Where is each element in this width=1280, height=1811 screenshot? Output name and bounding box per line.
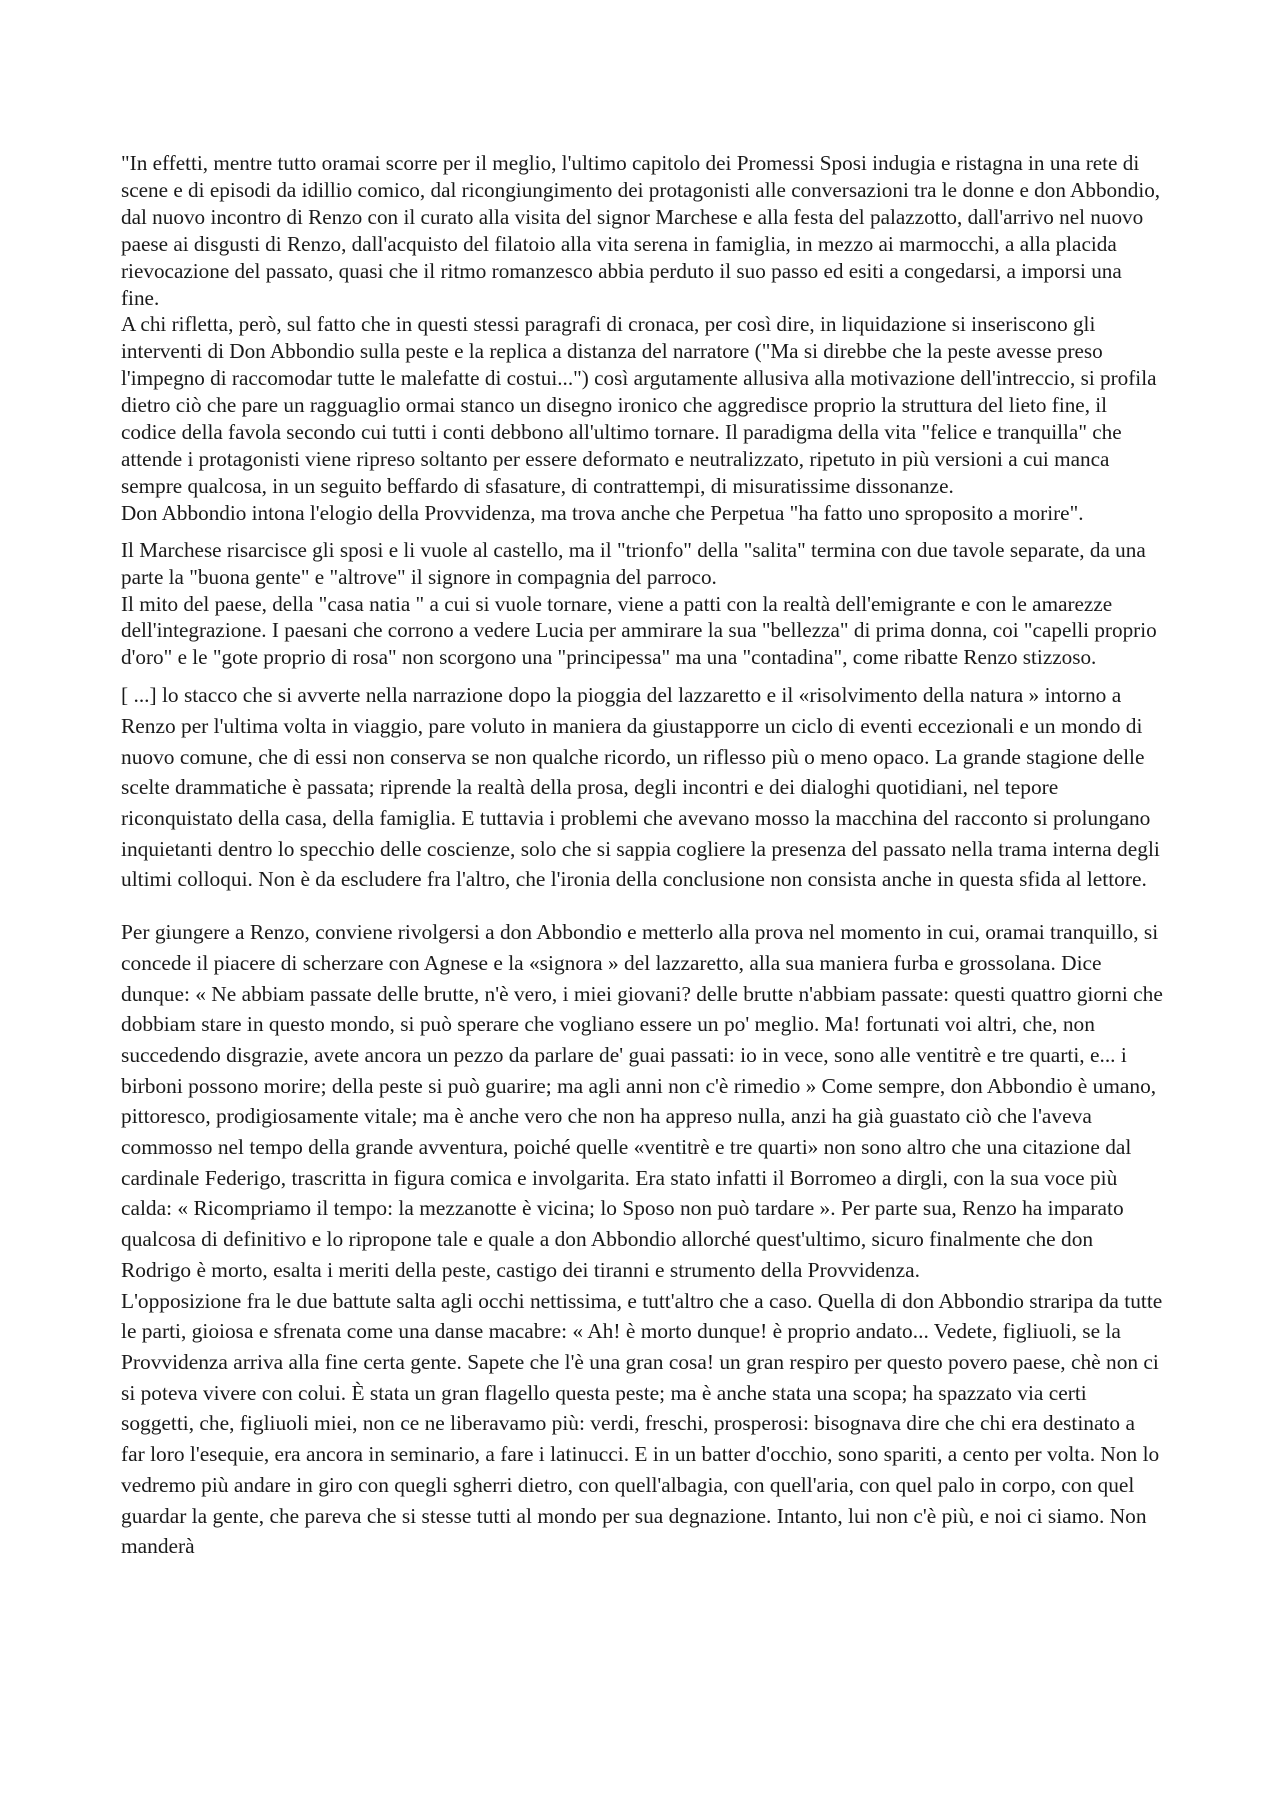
paragraph: Per giungere a Renzo, conviene rivolgersi a don Abbondio e metterlo alla prova nel momento in cui, oramai tranquillo, si concede il piacere di scherzare con Agnese e la «signora » del lazzaretto, alla sua maniera furba e grossolana. Dice dunque: « Ne abbiam passate delle brutte, n'è vero, i miei giovani? delle brutte n'abbiam passate: questi quattro giorni che dobbiam stare in questo mondo, si può sperare che vogliano essere un po' meglio. Ma! fortunati voi altri, che, non succedendo disgrazie, avete ancora un pezzo da parlare de' guai passati: io in vece, sono alle ventitrè e tre quarti, e... i birboni possono morire; della peste si può guarire; ma agli anni non c'è rimedio » Come sempre, don Abbondio è umano, pittoresco, prodigiosamente vitale; ma è anche vero che non ha appreso nulla, anzi ha già guastato ciò che l'aveva commosso nel tempo della grande avventura, poiché quelle «ventitrè e tre quarti» non sono altro che una citazione dal cardinale Federigo, trascritta in figura comica e involgarita. Era stato infatti il Borromeo a dirgli, con la sua voce più calda: « Ricompriamo il tempo: la mezzanotte è vicina; lo Sposo non può tardare ». Per parte sua, Renzo ha imparato qualcosa di definitivo e lo ripropone tale e quale a don Abbondio allorché quest'ultimo, sicuro finalmente che don Rodrigo è morto, esalta i meriti della peste, castigo dei tiranni e strumento della Provvidenza. — [121, 920, 1163, 1282]
document-page — [121, 150, 1163, 1562]
paragraph: [ ...] lo stacco che si avverte nella narrazione dopo la pioggia del lazzaretto e il «risolvimento della natura » intorno a Renzo per l'ultima volta in viaggio, pare voluto in maniera da giustapporre un ciclo di eventi eccezionali e un mondo di nuovo comune, che di essi non conserva se non qualche ricordo, un riflesso più o meno opaco. La grande stagione delle scelte drammatiche è passata; riprende la realtà della prosa, degli incontri e dei dialoghi quotidiani, nel tepore riconquistato della casa, della famiglia. E tuttavia i problemi che avevano mosso la macchina del racconto si prolungano inquietanti dentro lo specchio delle coscienze, solo che si sappia cogliere la presenza del passato nella trama interna degli ultimi colloqui. Non è da escludere fra l'altro, che l'ironia della conclusione non consista anche in questa sfida al lettore. — [121, 683, 1160, 892]
essay-excerpt-block — [121, 150, 1163, 671]
paragraph: "In effetti, mentre tutto oramai scorre per il meglio, l'ultimo capitolo dei Promessi Sposi indugia e ristagna in una rete di scene e di episodi da idillio comico, dal ricongiungimento dei protagonisti alle conversazioni tra le donne e don Abbondio, dal nuovo incontro di Renzo con il curato alla visita del signor Marchese e alla festa del palazzotto, dall'arrivo nel nuovo paese ai disgusti di Renzo, dall'acquisto del filatoio alla vita serena in famiglia, in mezzo ai marmocchi, a alla placida rievocazione del passato, quasi che il ritmo romanzesco abbia perduto il suo passo ed esiti a congedarsi, a imporsi una fine. — [121, 151, 1161, 310]
paragraph: Il Marchese risarcisce gli sposi e li vuole al castello, ma il "trionfo" della "salita" termina con due tavole separate, da una parte la "buona gente" e "altrove" il signore in compagnia del parroco. — [121, 537, 1146, 589]
commentary-block — [121, 680, 1163, 1562]
paragraph: Il mito del paese, della "casa natia " a cui si vuole tornare, viene a patti con la realtà dell'emigrante e con le amarezze dell'integrazione. I paesani che corrono a vedere Lucia per ammirare la sua "bellezza" di prima donna, coi "capelli proprio d'oro" e le "gote proprio di rosa" non scorgono una "principessa" ma una "contadina", come ribatte Renzo stizzoso. — [121, 591, 1157, 670]
paragraph: Don Abbondio intona l'elogio della Provvidenza, ma trova anche che Perpetua "ha fatto uno sproposito a morire". — [121, 500, 1084, 525]
paragraph: A chi rifletta, però, sul fatto che in questi stessi paragrafi di cronaca, per così dire, in liquidazione si inseriscono gli interventi di Don Abbondio sulla peste e la replica a distanza del narratore ("Ma si direbbe che la peste avesse preso l'impegno di raccomodar tutte le malefatte di costui...") così argutamente allusiva alla motivazione dell'intreccio, si profila dietro ciò che pare un ragguaglio ormai stanco un disegno ironico che aggredisce proprio la struttura del lieto fine, il codice della favola secondo cui tutti i conti debbono all'ultimo tornare. Il paradigma della vita "felice e tranquilla" che attende i protagonisti viene ripreso soltanto per essere deformato e neutralizzato, ripetuto in più versioni a cui manca sempre qualcosa, in un seguito beffardo di sfasature, di contrattempi, di misuratissime dissonanze. — [121, 312, 1157, 498]
paragraph: L'opposizione fra le due battute salta agli occhi nettissima, e tutt'altro che a caso. Quella di don Abbondio straripa da tutte le parti, gioiosa e sfrenata come una danse macabre: « Ah! è morto dunque! è proprio andato... Vedete, figliuoli, se la Provvidenza arriva alla fine certa gente. Sapete che l'è una gran cosa! un gran respiro per questo povero paese, chè non ci si poteva vivere con colui. È stata un gran flagello questa peste; ma è anche stata una scopa; ha spazzato via certi soggetti, che, figliuoli miei, non ce ne liberavamo più: verdi, freschi, prosperosi: bisognava dire che chi era destinato a far loro l'esequie, era ancora in seminario, a fare i latinucci. E in un batter d'occhio, sono spariti, a cento per volta. Non lo vedremo più andare in giro con quegli sgherri dietro, con quell'albagia, con quell'aria, con quel palo in corpo, con quel guardar la gente, che pareva che si stesse tutti al mondo per sua degnazione. Intanto, lui non c'è più, e noi ci siamo. Non manderà — [121, 1288, 1163, 1559]
